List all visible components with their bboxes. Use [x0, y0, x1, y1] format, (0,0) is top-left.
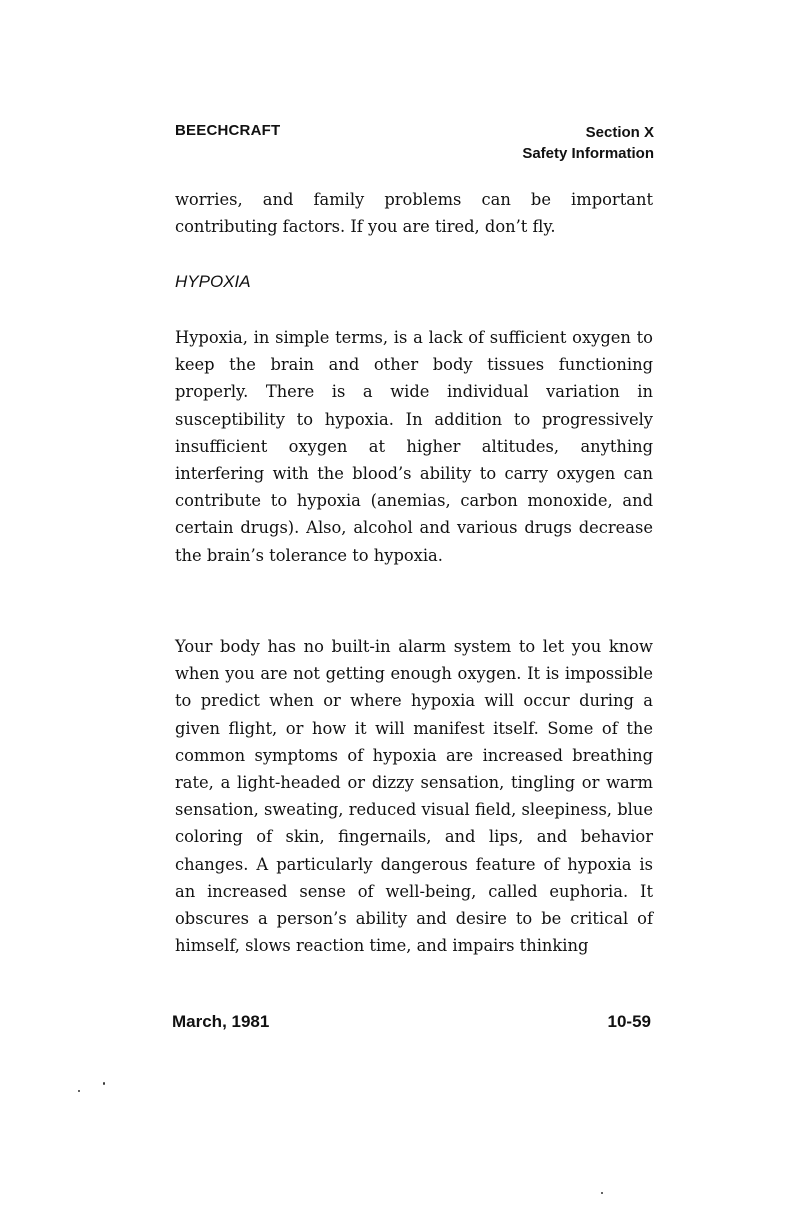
footer-date: March, 1981	[172, 1012, 270, 1031]
page-number: 10-59	[607, 1012, 651, 1031]
paragraph-hypoxia-symptoms: Your body has no built-in alarm system to let you know when you are not getting enough oxygen. It is impossible to predict when or where hypoxia will occur during a given flight, or how it will manifest itself. Some of the common symptoms of hypoxia are increased breathing rate, a light-headed or dizzy sensation, tingling or warm sensation, sweating, reduced visual field, sleepiness, blue coloring of skin, fingernails, and lips, and behavior changes. A particularly dangerous feature of hypoxia is an increased sense of well-being, called euphoria. It obscures a person’s ability and desire to be critical of himself, slows reaction time, and impairs thinking	[175, 637, 653, 956]
section-title: Safety Information	[522, 145, 654, 162]
section-number: Section X	[585, 124, 654, 141]
paragraph-continuation: worries, and family problems can be important contributing factors. If you are tired, don’t fly.	[175, 190, 653, 237]
hypoxia-heading: HYPOXIA	[175, 272, 251, 291]
scan-speck	[601, 1192, 603, 1194]
paragraph-hypoxia-definition: Hypoxia, in simple terms, is a lack of sufficient oxygen to keep the brain and other body tissues functioning properly. There is a wide individual variation in susceptibility to hypoxia. In addition to progressively insufficient oxygen at higher altitudes, anything interfering with the blood’s ability to carry oxygen can contribute to hypoxia (anemias, carbon monoxide, and certain drugs). Also, alcohol and various drugs decrease the brain’s tolerance to hypoxia.	[175, 328, 653, 565]
scan-speck	[103, 1082, 105, 1085]
section-header	[522, 122, 654, 164]
scan-speck	[78, 1090, 80, 1092]
manufacturer-header: BEECHCRAFT	[175, 122, 281, 139]
